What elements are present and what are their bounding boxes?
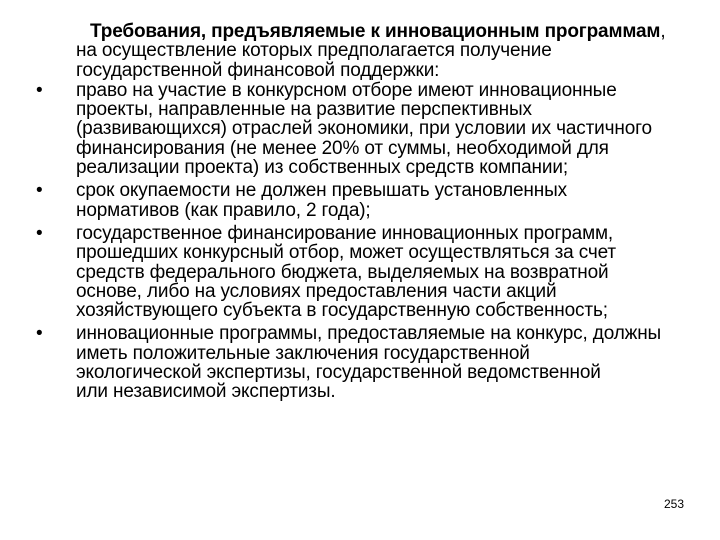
bullet-icon: • bbox=[36, 180, 43, 202]
list-item bbox=[36, 81, 672, 177]
list-item-text: срок окупаемости не должен превышать установленных нормативов (как правило, 2 года); bbox=[76, 180, 567, 221]
list-item-text: инновационные программы, предоставляемые на конкурс, должны иметь положительные заключения государственной экологической экспертизы, государственной ведомственной или независимой экспертизы. bbox=[76, 323, 662, 403]
bullet-icon: • bbox=[36, 323, 43, 345]
requirements-list bbox=[36, 81, 672, 402]
intro-paragraph bbox=[36, 22, 672, 80]
list-item bbox=[36, 181, 672, 220]
page-number: 253 bbox=[663, 497, 684, 511]
list-item bbox=[36, 324, 672, 401]
intro-text: , на осуществление которых предполагается получение государственной финансовой поддержки: bbox=[76, 21, 666, 81]
list-item-text: право на участие в конкурсном отборе имеют инновационные проекты, направленные на развитие перспективных (развивающихся) отраслей экономики, при условии их частичного финансирования (не менее 20% от суммы, необходимой для реализации проекта) из собственных средств компании; bbox=[76, 79, 652, 179]
list-item bbox=[36, 224, 672, 320]
list-item-text: государственное финансирование инновационных программ, прошедших конкурсный отбор, может осуществляться за счет средств федерального бюджета, выделяемых на возвратной основе, либо на условиях предоставления части акций хозяйствующего субъекта в государственную собственность; bbox=[76, 222, 616, 322]
bullet-icon: • bbox=[36, 79, 43, 101]
intro-heading: Требования, предъявляемые к инновационным программам bbox=[90, 21, 661, 42]
bullet-icon: • bbox=[36, 222, 43, 244]
slide-content bbox=[36, 22, 672, 402]
